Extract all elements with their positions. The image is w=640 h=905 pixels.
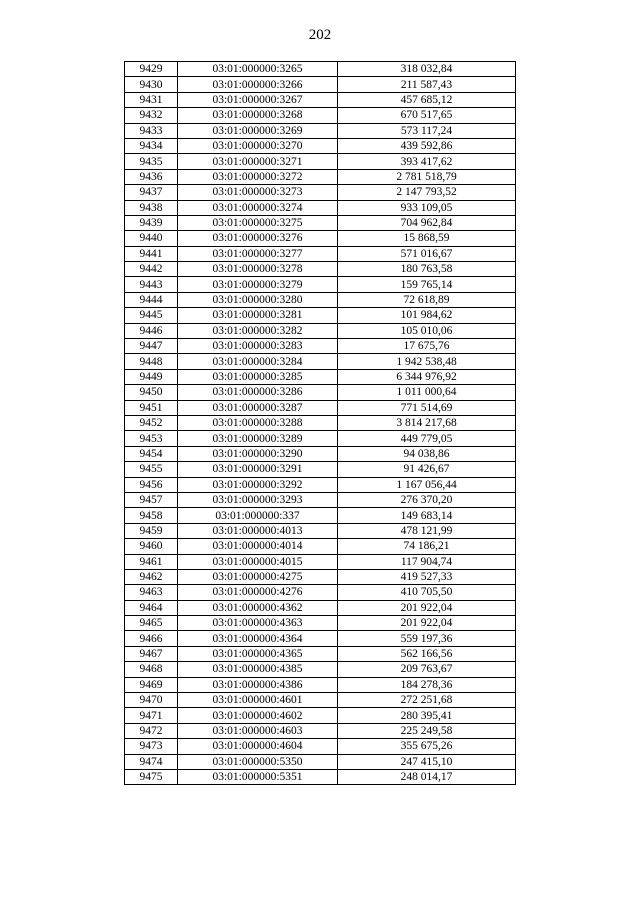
- row-number-cell: 9448: [125, 354, 178, 369]
- cadastral-number-cell: 03:01:000000:4362: [178, 600, 338, 615]
- cadastral-value-cell: 571 016,67: [338, 246, 516, 261]
- table-row: [125, 323, 516, 338]
- cadastral-number-cell: 03:01:000000:3289: [178, 431, 338, 446]
- table-row: [125, 569, 516, 584]
- cadastral-value-cell: 225 249,58: [338, 723, 516, 738]
- cadastral-number-cell: 03:01:000000:3277: [178, 246, 338, 261]
- cadastral-value-cell: 573 117,24: [338, 123, 516, 138]
- row-number-cell: 9456: [125, 477, 178, 492]
- cadastral-value-cell: 933 109,05: [338, 200, 516, 215]
- cadastral-value-cell: 201 922,04: [338, 616, 516, 631]
- row-number-cell: 9447: [125, 339, 178, 354]
- row-number-cell: 9444: [125, 292, 178, 307]
- row-number-cell: 9464: [125, 600, 178, 615]
- table-row: [125, 662, 516, 677]
- row-number-cell: 9436: [125, 169, 178, 184]
- table-row: [125, 292, 516, 307]
- row-number-cell: 9455: [125, 462, 178, 477]
- row-number-cell: 9431: [125, 92, 178, 107]
- row-number-cell: 9474: [125, 754, 178, 769]
- cadastral-value-cell: 94 038,86: [338, 446, 516, 461]
- cadastral-number-cell: 03:01:000000:3287: [178, 400, 338, 415]
- table-row: [125, 693, 516, 708]
- cadastral-number-cell: 03:01:000000:4014: [178, 539, 338, 554]
- row-number-cell: 9467: [125, 646, 178, 661]
- row-number-cell: 9469: [125, 677, 178, 692]
- cadastral-value-cell: 211 587,43: [338, 77, 516, 92]
- table-row: [125, 262, 516, 277]
- table-row: [125, 200, 516, 215]
- table-row: [125, 492, 516, 507]
- table-row: [125, 185, 516, 200]
- row-number-cell: 9441: [125, 246, 178, 261]
- cadastral-value-cell: 15 868,59: [338, 231, 516, 246]
- cadastral-value-cell: 355 675,26: [338, 739, 516, 754]
- cadastral-number-cell: 03:01:000000:3268: [178, 108, 338, 123]
- row-number-cell: 9473: [125, 739, 178, 754]
- cadastral-value-cell: 3 814 217,68: [338, 415, 516, 430]
- row-number-cell: 9458: [125, 508, 178, 523]
- cadastral-number-cell: 03:01:000000:4275: [178, 569, 338, 584]
- row-number-cell: 9437: [125, 185, 178, 200]
- cadastral-number-cell: 03:01:000000:3282: [178, 323, 338, 338]
- table-row: [125, 277, 516, 292]
- table-row: [125, 646, 516, 661]
- table-row: [125, 462, 516, 477]
- row-number-cell: 9462: [125, 569, 178, 584]
- cadastral-value-cell: 6 344 976,92: [338, 369, 516, 384]
- row-number-cell: 9466: [125, 631, 178, 646]
- cadastral-number-cell: 03:01:000000:3284: [178, 354, 338, 369]
- cadastral-value-cell: 449 779,05: [338, 431, 516, 446]
- row-number-cell: 9443: [125, 277, 178, 292]
- row-number-cell: 9434: [125, 138, 178, 153]
- table-row: [125, 123, 516, 138]
- table-row: [125, 231, 516, 246]
- cadastral-value-cell: 559 197,36: [338, 631, 516, 646]
- row-number-cell: 9461: [125, 554, 178, 569]
- cadastral-value-cell: 184 278,36: [338, 677, 516, 692]
- cadastral-number-cell: 03:01:000000:3275: [178, 215, 338, 230]
- row-number-cell: 9445: [125, 308, 178, 323]
- cadastral-number-cell: 03:01:000000:3274: [178, 200, 338, 215]
- table-row: [125, 62, 516, 77]
- table-row: [125, 415, 516, 430]
- cadastral-number-cell: 03:01:000000:4276: [178, 585, 338, 600]
- table-body: [125, 62, 516, 785]
- table-row: [125, 446, 516, 461]
- cadastral-value-cell: 149 683,14: [338, 508, 516, 523]
- table-row: [125, 554, 516, 569]
- cadastral-number-cell: 03:01:000000:3278: [178, 262, 338, 277]
- cadastral-value-cell: 419 527,33: [338, 569, 516, 584]
- row-number-cell: 9435: [125, 154, 178, 169]
- cadastral-number-cell: 03:01:000000:4385: [178, 662, 338, 677]
- cadastral-value-cell: 670 517,65: [338, 108, 516, 123]
- cadastral-number-cell: 03:01:000000:4603: [178, 723, 338, 738]
- cadastral-number-cell: 03:01:000000:3290: [178, 446, 338, 461]
- cadastral-value-cell: 1 167 056,44: [338, 477, 516, 492]
- row-number-cell: 9438: [125, 200, 178, 215]
- cadastral-number-cell: 03:01:000000:3267: [178, 92, 338, 107]
- table-row: [125, 308, 516, 323]
- table-row: [125, 754, 516, 769]
- table-row: [125, 354, 516, 369]
- table-row: [125, 77, 516, 92]
- cadastral-number-cell: 03:01:000000:3291: [178, 462, 338, 477]
- table-row: [125, 108, 516, 123]
- cadastral-number-cell: 03:01:000000:3293: [178, 492, 338, 507]
- cadastral-number-cell: 03:01:000000:3276: [178, 231, 338, 246]
- cadastral-value-cell: 771 514,69: [338, 400, 516, 415]
- cadastral-number-cell: 03:01:000000:4601: [178, 693, 338, 708]
- cadastral-number-cell: 03:01:000000:4386: [178, 677, 338, 692]
- cadastral-value-cell: 1 942 538,48: [338, 354, 516, 369]
- cadastral-value-cell: 159 765,14: [338, 277, 516, 292]
- table-row: [125, 708, 516, 723]
- cadastral-value-cell: 180 763,58: [338, 262, 516, 277]
- row-number-cell: 9472: [125, 723, 178, 738]
- table-row: [125, 677, 516, 692]
- cadastral-value-cell: 209 763,67: [338, 662, 516, 677]
- cadastral-value-cell: 393 417,62: [338, 154, 516, 169]
- cadastral-value-cell: 280 395,41: [338, 708, 516, 723]
- table-row: [125, 169, 516, 184]
- table-row: [125, 369, 516, 384]
- row-number-cell: 9468: [125, 662, 178, 677]
- cadastral-value-cell: 272 251,68: [338, 693, 516, 708]
- cadastral-value-cell: 247 415,10: [338, 754, 516, 769]
- table-row: [125, 523, 516, 538]
- cadastral-number-cell: 03:01:000000:5351: [178, 769, 338, 784]
- row-number-cell: 9470: [125, 693, 178, 708]
- cadastral-value-cell: 457 685,12: [338, 92, 516, 107]
- cadastral-value-cell: 2 147 793,52: [338, 185, 516, 200]
- table-row: [125, 723, 516, 738]
- cadastral-number-cell: 03:01:000000:3279: [178, 277, 338, 292]
- row-number-cell: 9460: [125, 539, 178, 554]
- cadastral-value-table: [124, 61, 516, 785]
- cadastral-number-cell: 03:01:000000:3270: [178, 138, 338, 153]
- cadastral-value-cell: 101 984,62: [338, 308, 516, 323]
- cadastral-value-cell: 2 781 518,79: [338, 169, 516, 184]
- table-row: [125, 631, 516, 646]
- row-number-cell: 9452: [125, 415, 178, 430]
- cadastral-value-cell: 91 426,67: [338, 462, 516, 477]
- row-number-cell: 9475: [125, 769, 178, 784]
- cadastral-number-cell: 03:01:000000:4604: [178, 739, 338, 754]
- table-row: [125, 739, 516, 754]
- cadastral-number-cell: 03:01:000000:3271: [178, 154, 338, 169]
- table-row: [125, 477, 516, 492]
- cadastral-number-cell: 03:01:000000:3280: [178, 292, 338, 307]
- cadastral-value-cell: 201 922,04: [338, 600, 516, 615]
- row-number-cell: 9440: [125, 231, 178, 246]
- table-row: [125, 539, 516, 554]
- row-number-cell: 9442: [125, 262, 178, 277]
- cadastral-number-cell: 03:01:000000:4364: [178, 631, 338, 646]
- cadastral-number-cell: 03:01:000000:3286: [178, 385, 338, 400]
- row-number-cell: 9433: [125, 123, 178, 138]
- page-number: 202: [308, 27, 332, 43]
- cadastral-number-cell: 03:01:000000:3292: [178, 477, 338, 492]
- table-row: [125, 385, 516, 400]
- table-row: [125, 92, 516, 107]
- cadastral-value-cell: 439 592,86: [338, 138, 516, 153]
- cadastral-number-cell: 03:01:000000:4363: [178, 616, 338, 631]
- row-number-cell: 9439: [125, 215, 178, 230]
- row-number-cell: 9432: [125, 108, 178, 123]
- cadastral-number-cell: 03:01:000000:3272: [178, 169, 338, 184]
- cadastral-value-cell: 72 618,89: [338, 292, 516, 307]
- cadastral-number-cell: 03:01:000000:3273: [178, 185, 338, 200]
- row-number-cell: 9446: [125, 323, 178, 338]
- cadastral-value-cell: 704 962,84: [338, 215, 516, 230]
- cadastral-value-cell: 17 675,76: [338, 339, 516, 354]
- cadastral-number-cell: 03:01:000000:4013: [178, 523, 338, 538]
- cadastral-number-cell: 03:01:000000:3285: [178, 369, 338, 384]
- cadastral-value-cell: 117 904,74: [338, 554, 516, 569]
- table-row: [125, 431, 516, 446]
- cadastral-value-cell: 562 166,56: [338, 646, 516, 661]
- row-number-cell: 9449: [125, 369, 178, 384]
- cadastral-value-cell: 105 010,06: [338, 323, 516, 338]
- row-number-cell: 9459: [125, 523, 178, 538]
- row-number-cell: 9454: [125, 446, 178, 461]
- row-number-cell: 9429: [125, 62, 178, 77]
- table-row: [125, 215, 516, 230]
- table-row: [125, 138, 516, 153]
- table-row: [125, 616, 516, 631]
- cadastral-number-cell: 03:01:000000:3281: [178, 308, 338, 323]
- row-number-cell: 9430: [125, 77, 178, 92]
- cadastral-value-cell: 276 370,20: [338, 492, 516, 507]
- cadastral-number-cell: 03:01:000000:337: [178, 508, 338, 523]
- cadastral-number-cell: 03:01:000000:4602: [178, 708, 338, 723]
- cadastral-value-cell: 318 032,84: [338, 62, 516, 77]
- cadastral-number-cell: 03:01:000000:3269: [178, 123, 338, 138]
- table-row: [125, 400, 516, 415]
- row-number-cell: 9450: [125, 385, 178, 400]
- table-row: [125, 600, 516, 615]
- cadastral-number-cell: 03:01:000000:3266: [178, 77, 338, 92]
- cadastral-number-cell: 03:01:000000:4015: [178, 554, 338, 569]
- row-number-cell: 9465: [125, 616, 178, 631]
- row-number-cell: 9453: [125, 431, 178, 446]
- table-row: [125, 246, 516, 261]
- cadastral-number-cell: 03:01:000000:3288: [178, 415, 338, 430]
- row-number-cell: 9451: [125, 400, 178, 415]
- row-number-cell: 9463: [125, 585, 178, 600]
- cadastral-value-cell: 248 014,17: [338, 769, 516, 784]
- cadastral-number-cell: 03:01:000000:3265: [178, 62, 338, 77]
- row-number-cell: 9471: [125, 708, 178, 723]
- cadastral-value-cell: 74 186,21: [338, 539, 516, 554]
- table-row: [125, 508, 516, 523]
- table-row: [125, 339, 516, 354]
- table-row: [125, 585, 516, 600]
- cadastral-number-cell: 03:01:000000:3283: [178, 339, 338, 354]
- cadastral-number-cell: 03:01:000000:4365: [178, 646, 338, 661]
- cadastral-value-cell: 1 011 000,64: [338, 385, 516, 400]
- cadastral-value-cell: 410 705,50: [338, 585, 516, 600]
- row-number-cell: 9457: [125, 492, 178, 507]
- cadastral-value-cell: 478 121,99: [338, 523, 516, 538]
- table-row: [125, 769, 516, 784]
- table-row: [125, 154, 516, 169]
- cadastral-number-cell: 03:01:000000:5350: [178, 754, 338, 769]
